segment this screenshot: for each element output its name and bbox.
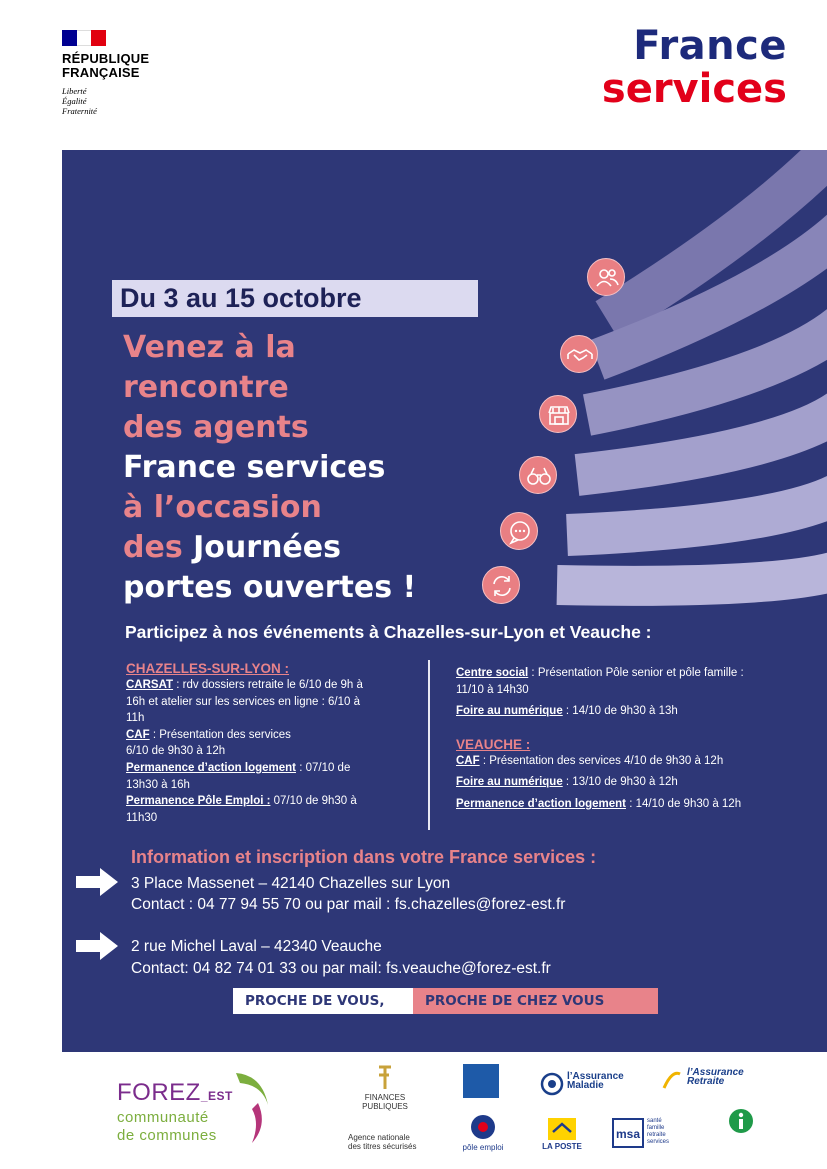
ants-line1: Agence nationale <box>348 1133 410 1142</box>
event-text: 16h et atelier sur les services en ligne : 6/10 à <box>126 695 360 708</box>
headline-line1: Venez à la <box>123 330 296 365</box>
caf-logo <box>463 1064 499 1098</box>
headline-line6a: des <box>123 530 183 565</box>
republique-francaise-logo <box>62 30 149 116</box>
event-caf <box>126 727 416 760</box>
assurance-retraite-icon <box>660 1068 684 1092</box>
event-text: 11h30 <box>126 811 158 824</box>
tagline-part2: PROCHE DE CHEZ VOUS <box>413 988 658 1014</box>
city-chazelles: CHAZELLES-SUR-LYON : <box>126 661 290 676</box>
contact-chazelles: Contact : 04 77 94 55 70 ou par mail : fs.chazelles@forez-est.fr <box>131 896 566 913</box>
event-foire-numerique-chazelles <box>456 703 816 720</box>
assurance-maladie-logo <box>540 1072 630 1096</box>
address-chazelles: 3 Place Massenet – 42140 Chazelles sur Lyon <box>131 875 451 892</box>
event-text: 13h30 à 16h <box>126 778 190 791</box>
motto <box>62 86 149 116</box>
msa-icon <box>612 1118 644 1148</box>
forez-name: FOREZ <box>117 1079 201 1106</box>
assurance-retraite-logo <box>660 1068 755 1092</box>
event-action-logement <box>126 760 416 793</box>
finances-publiques-icon <box>373 1065 397 1091</box>
headline-line6b: Journées <box>193 530 341 565</box>
veauche-events <box>456 665 816 813</box>
pole-emploi-logo <box>458 1113 508 1152</box>
event-text: : 14/10 de 9h30 à 12h <box>626 797 742 810</box>
city-veauche: VEAUCHE : <box>456 736 531 752</box>
msa-line: services <box>647 1139 670 1145</box>
event-action-logement-veauche <box>456 796 816 813</box>
msa-tagline <box>647 1118 669 1148</box>
finances-publiques-logo <box>345 1065 425 1111</box>
headline <box>123 328 416 608</box>
event-text: : 14/10 de 9h30 à 13h <box>562 705 678 718</box>
event-label: Permanence d’action logement <box>126 761 296 774</box>
event-text: : rdv dossiers retraite le 6/10 de 9h à <box>173 679 363 691</box>
info-logo <box>716 1108 766 1148</box>
forez-est-logo <box>117 1080 233 1145</box>
event-carsat <box>126 677 416 727</box>
event-label: Foire au numérique <box>456 705 563 718</box>
logo-france: France <box>633 23 787 69</box>
forez-line2: communauté <box>117 1109 209 1126</box>
users-icon <box>587 258 625 296</box>
column-divider <box>428 660 430 830</box>
event-foire-numerique-veauche <box>456 774 816 791</box>
event-text: : Présentation des services <box>149 728 291 741</box>
republic-name-line1: RÉPUBLIQUE <box>62 51 150 66</box>
address-veauche: 2 rue Michel Laval – 42340 Veauche <box>131 938 382 955</box>
event-text: 07/10 de 9h30 à <box>270 795 357 808</box>
event-label: CARSAT <box>126 679 174 691</box>
event-label: CAF <box>456 754 480 767</box>
headline-line7: portes ouvertes ! <box>123 570 417 605</box>
headline-line2: rencontre <box>123 370 289 405</box>
pole-emploi-icon <box>468 1113 498 1141</box>
headline-line5: à l’occasion <box>123 490 322 525</box>
forez-line3: de communes <box>117 1127 217 1144</box>
headline-line4: France services <box>123 450 386 485</box>
shop-icon <box>539 395 577 433</box>
event-text: 6/10 de 9h30 à 12h <box>126 745 226 758</box>
tagline-part1: PROCHE DE VOUS, <box>233 988 413 1014</box>
msa-line: famille <box>647 1125 665 1131</box>
poster-panel <box>62 150 827 1052</box>
event-label: CAF <box>126 728 150 741</box>
la-poste-label: LA POSTE <box>542 1142 582 1151</box>
forez-swoosh-icon <box>232 1065 272 1145</box>
binoculars-icon <box>519 456 557 494</box>
assurance-retraite-line1: l’Assurance <box>687 1067 744 1078</box>
arrow-right-icon <box>76 932 118 960</box>
handshake-icon <box>560 335 598 373</box>
logo-services: services <box>601 66 787 112</box>
event-label: Foire au numérique <box>456 776 563 789</box>
date-badge: Du 3 au 15 octobre <box>112 280 478 317</box>
arrow-right-icon <box>76 868 118 896</box>
assurance-maladie-icon <box>540 1072 564 1096</box>
msa-logo <box>612 1118 702 1148</box>
event-label: Centre social <box>456 667 529 679</box>
chazelles-events <box>126 660 416 826</box>
event-text: : 07/10 de <box>296 761 351 774</box>
motto-liberte: Liberté <box>62 86 87 96</box>
event-centre-social <box>456 665 816 698</box>
assurance-retraite-line2: Retraite <box>687 1076 725 1087</box>
contact-veauche: Contact: 04 82 74 01 33 ou par mail: fs.veauche@forez-est.fr <box>131 960 551 977</box>
french-flag-icon <box>62 30 106 46</box>
msa-line: santé <box>647 1118 662 1124</box>
event-caf-veauche <box>456 753 816 770</box>
assurance-maladie-line1: l’Assurance <box>567 1071 624 1082</box>
event-text: 11h <box>126 712 145 725</box>
republic-name-line2: FRANÇAISE <box>62 65 140 80</box>
event-text: 11/10 à 14h30 <box>456 683 529 696</box>
france-services-logo <box>602 24 787 110</box>
la-poste-icon <box>548 1118 576 1140</box>
participez-heading: Participez à nos événements à Chazelles-sur-Lyon et Veauche : <box>125 622 652 642</box>
headline-line3: des agents <box>123 410 309 445</box>
tagline <box>233 988 658 1014</box>
svg-text:msa: msa <box>616 1127 641 1141</box>
event-text: : Présentation Pôle senior et pôle famille : <box>528 667 744 679</box>
forez-suffix: _EST <box>200 1089 233 1103</box>
ants-line2: des titres sécurisés <box>348 1142 417 1151</box>
motto-fraternite: Fraternité <box>62 106 97 116</box>
event-pole-emploi <box>126 793 416 826</box>
event-label: Permanence d’action logement <box>456 797 626 810</box>
ants-logo <box>348 1133 428 1151</box>
event-text: : Présentation des services 4/10 de 9h30 à 12h <box>479 754 724 767</box>
assurance-maladie-line2: Maladie <box>567 1080 604 1091</box>
pole-emploi-label: pôle emploi <box>462 1143 504 1152</box>
motto-egalite: Égalité <box>62 96 87 106</box>
info-icon <box>728 1108 754 1134</box>
finances-label: FINANCES PUBLIQUES <box>362 1093 408 1111</box>
la-poste-logo <box>542 1118 582 1151</box>
refresh-icon <box>482 566 520 604</box>
info-title: Information et inscription dans votre France services : <box>131 847 597 867</box>
chat-icon <box>500 512 538 550</box>
event-text: : 13/10 de 9h30 à 12h <box>562 776 678 789</box>
headline-line6 <box>123 528 416 568</box>
msa-line: retraite <box>647 1132 666 1138</box>
event-label: Permanence Pôle Emploi : <box>126 795 271 808</box>
